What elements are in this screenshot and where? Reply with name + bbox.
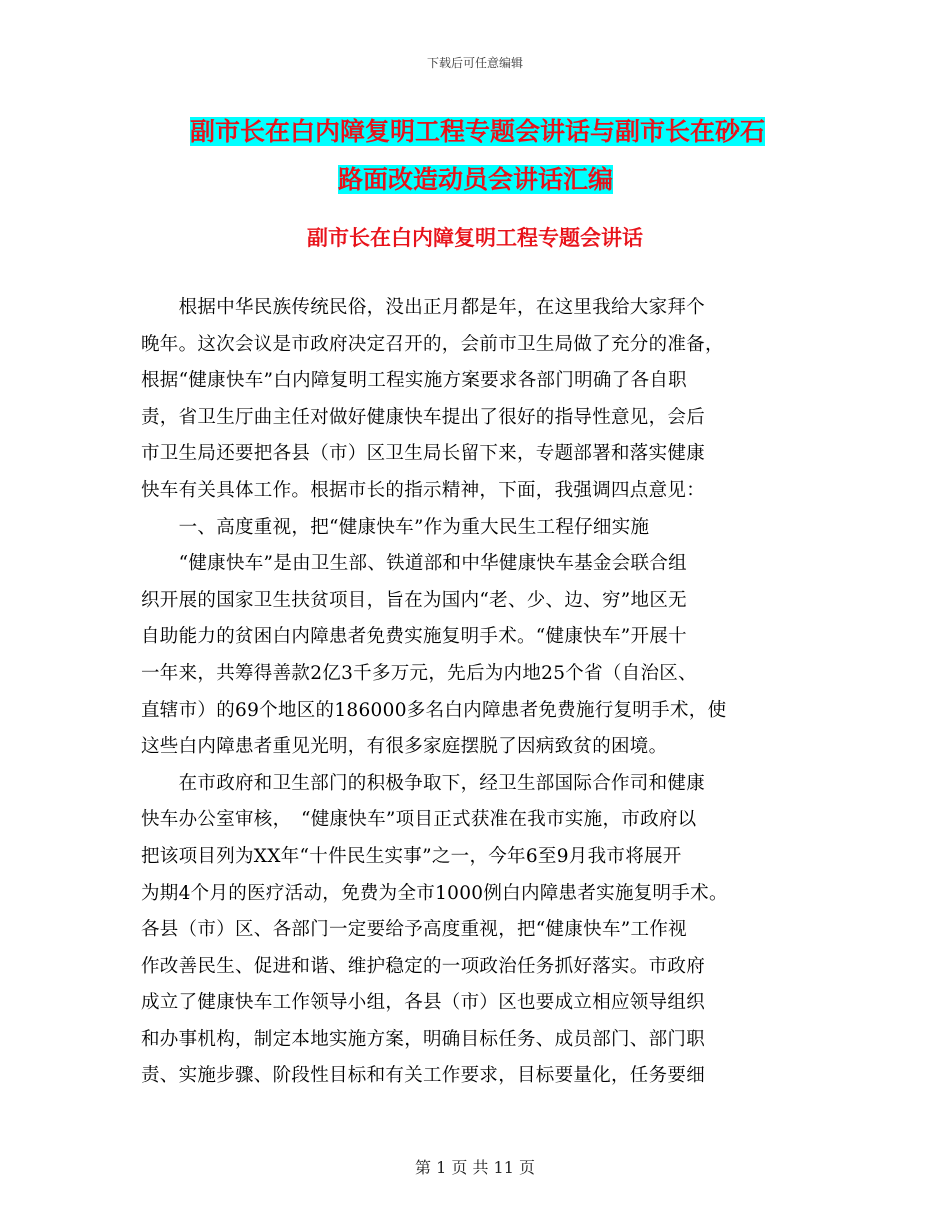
body-line: 为期4个月的医疗活动，免费为全市1000例白内障患者实施复明手术。 — [141, 882, 728, 904]
body-line: 一、高度重视，把“健康快车”作为重大民生工程仔细实施 — [141, 516, 650, 538]
title-line-1-text: 副市长在白内障复明工程专题会讲话与副市长在砂石 — [190, 117, 766, 146]
body-line: 各县（市）区、各部门一定要给予高度重视，把“健康快车”工作视 — [141, 919, 687, 941]
body-line: 根据中华民族传统民俗，没出正月都是年，在这里我给大家拜个 — [141, 297, 706, 318]
body-text — [141, 290, 821, 1095]
document-title — [190, 108, 810, 204]
body-line: 和办事机构，制定本地实施方案，明确目标任务、成员部门、部门职 — [141, 1028, 706, 1050]
body-line: “健康快车”是由卫生部、铁道部和中华健康快车基金会联合组 — [141, 553, 687, 575]
body-line: 这些白内障患者重见光明，有很多家庭摆脱了因病致贫的困境。 — [141, 736, 668, 758]
page-footer: 第 1 页 共 11 页 — [415, 1158, 535, 1177]
body-line: 自助能力的贫困白内障患者免费实施复明手术。“健康快车”开展十 — [141, 626, 687, 648]
body-line: 作改善民生、促进和谐、维护稳定的一项政治任务抓好落实。市政府 — [141, 955, 706, 977]
body-line: 市卫生局还要把各县（市）区卫生局长留下来，专题部署和落实健康 — [141, 443, 706, 465]
body-line: 成立了健康快车工作领导小组，各县（市）区也要成立相应领导组织 — [141, 992, 706, 1014]
page-header: 下载后可任意编辑 — [426, 56, 523, 70]
body-line: 在市政府和卫生部门的积极争取下，经卫生部国际合作司和健康 — [141, 772, 706, 794]
body-line: 责、实施步骤、阶段性目标和有关工作要求，目标要量化，任务要细 — [141, 1065, 706, 1087]
title-line-2-text: 路面改造动员会讲话汇编 — [338, 165, 614, 194]
title-line-2 — [190, 156, 810, 204]
body-line: 根据“健康快车”白内障复明工程实施方案要求各部门明确了各自职 — [141, 370, 687, 392]
body-line: 快车有关具体工作。根据市长的指示精神，下面，我强调四点意见： — [141, 479, 706, 501]
body-line: 快车办公室审核， “健康快车”项目正式获准在我市实施，市政府以 — [141, 809, 697, 831]
title-line-1 — [190, 108, 810, 156]
body-line: 晚年。这次会议是市政府决定召开的，会前市卫生局做了充分的准备， — [141, 333, 724, 355]
section-title: 副市长在白内障复明工程专题会讲话 — [307, 226, 643, 250]
body-line: 一年来，共筹得善款2亿3千多万元，先后为内地25个省（自治区、 — [141, 662, 697, 684]
body-line: 织开展的国家卫生扶贫项目，旨在为国内“老、少、边、穷”地区无 — [141, 589, 687, 611]
body-line: 直辖市）的69个地区的186000多名白内障患者免费施行复明手术，使 — [141, 699, 727, 721]
body-line: 把该项目列为XX年“十件民生实事”之一，今年6至9月我市将展开 — [141, 845, 682, 867]
body-line: 责，省卫生厅曲主任对做好健康快车提出了很好的指导性意见，会后 — [141, 406, 706, 428]
